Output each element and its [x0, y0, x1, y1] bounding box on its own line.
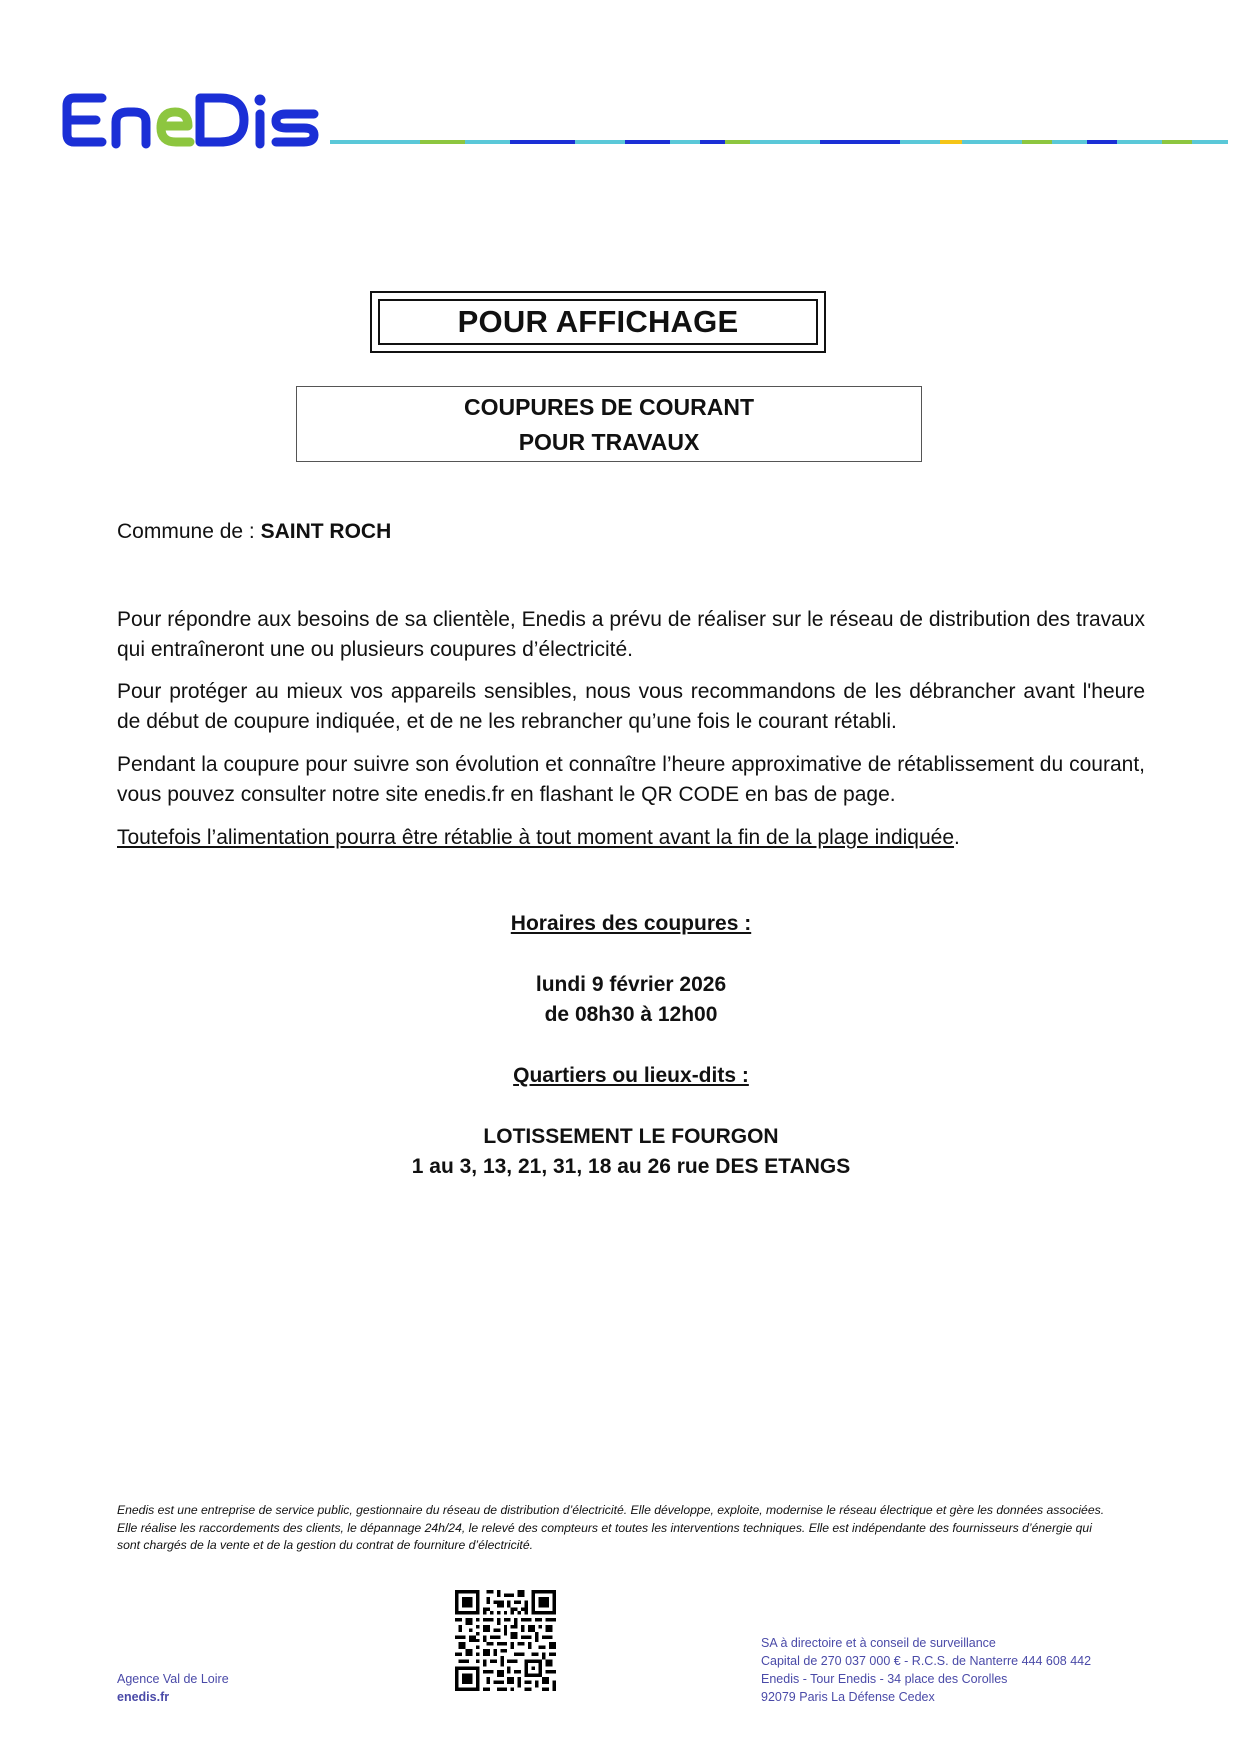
pour-affichage-title: POUR AFFICHAGE [378, 299, 818, 345]
paragraph-4 [117, 823, 1145, 853]
qr-code-icon[interactable] [455, 1590, 556, 1691]
subject-line-1: COUPURES DE COURANT [463, 394, 755, 420]
header-color-rule [330, 140, 1228, 144]
paragraph-4-end: . [954, 826, 960, 849]
website-link[interactable]: enedis.fr [117, 1690, 170, 1704]
pour-affichage-box [370, 291, 826, 353]
agency-name: Agence Val de Loire [117, 1672, 229, 1686]
paragraph-3: Pendant la coupure pour suivre son évolution et connaître l’heure approximative de rétablissement du courant, vous pouvez consulter notre site enedis.fr en flashant le QR CODE en bas de page. [117, 753, 1145, 806]
company-line-1: SA à directoire et à conseil de surveillance [761, 1636, 996, 1650]
locations-heading: Quartiers ou lieux-dits : [513, 1064, 749, 1087]
commune-label: Commune de : [117, 520, 261, 543]
schedule-time: de 08h30 à 12h00 [544, 1003, 718, 1026]
company-line-2: Capital de 270 037 000 € - R.C.S. de Nanterre 444 608 442 [761, 1654, 1092, 1668]
commune-name: SAINT ROCH [260, 520, 392, 543]
paragraph-4-underlined: Toutefois l’alimentation pourra être rétablie à tout moment avant la fin de la plage indiquée [117, 826, 955, 849]
location-line-2: 1 au 3, 13, 21, 31, 18 au 26 rue DES ETANGS [411, 1155, 851, 1178]
company-line-4: 92079 Paris La Défense Cedex [761, 1690, 935, 1704]
location-line-1: LOTISSEMENT LE FOURGON [483, 1125, 779, 1148]
company-line-3: Enedis - Tour Enedis - 34 place des Corolles [761, 1672, 1008, 1686]
agency-block [117, 1670, 229, 1706]
schedule-date: lundi 9 février 2026 [535, 973, 727, 996]
paragraph-1: Pour répondre aux besoins de sa clientèle, Enedis a prévu de réaliser sur le réseau de distribution des travaux qui entraîneront une ou plusieurs coupures d’électricité. [117, 608, 1145, 661]
enedis-logo [62, 88, 324, 152]
schedule-heading: Horaires des coupures : [510, 912, 752, 935]
subject-line-2: POUR TRAVAUX [518, 429, 700, 455]
legal-notice: Enedis est une entreprise de service public, gestionnaire du réseau de distribution d’électricité. Elle développe, exploite, modernise le réseau électrique et gère les données associées. Elle réalise les raccordements des clients, le dépannage 24h/24, le relevé des compteurs et toutes les interventions techniques. Elle est indépendante des fournisseurs d’énergie qui sont chargés de la vente et de la gestion du contrat de fourniture d’électricité. [117, 1503, 1105, 1552]
commune-line [117, 520, 391, 544]
subject-box [296, 386, 922, 462]
paragraph-2: Pour protéger au mieux vos appareils sensibles, nous vous recommandons de les débrancher avant l'heure de début de coupure indiquée, et de ne les rebrancher qu’une fois le courant rétabli. [117, 680, 1145, 733]
company-info [761, 1634, 1091, 1706]
